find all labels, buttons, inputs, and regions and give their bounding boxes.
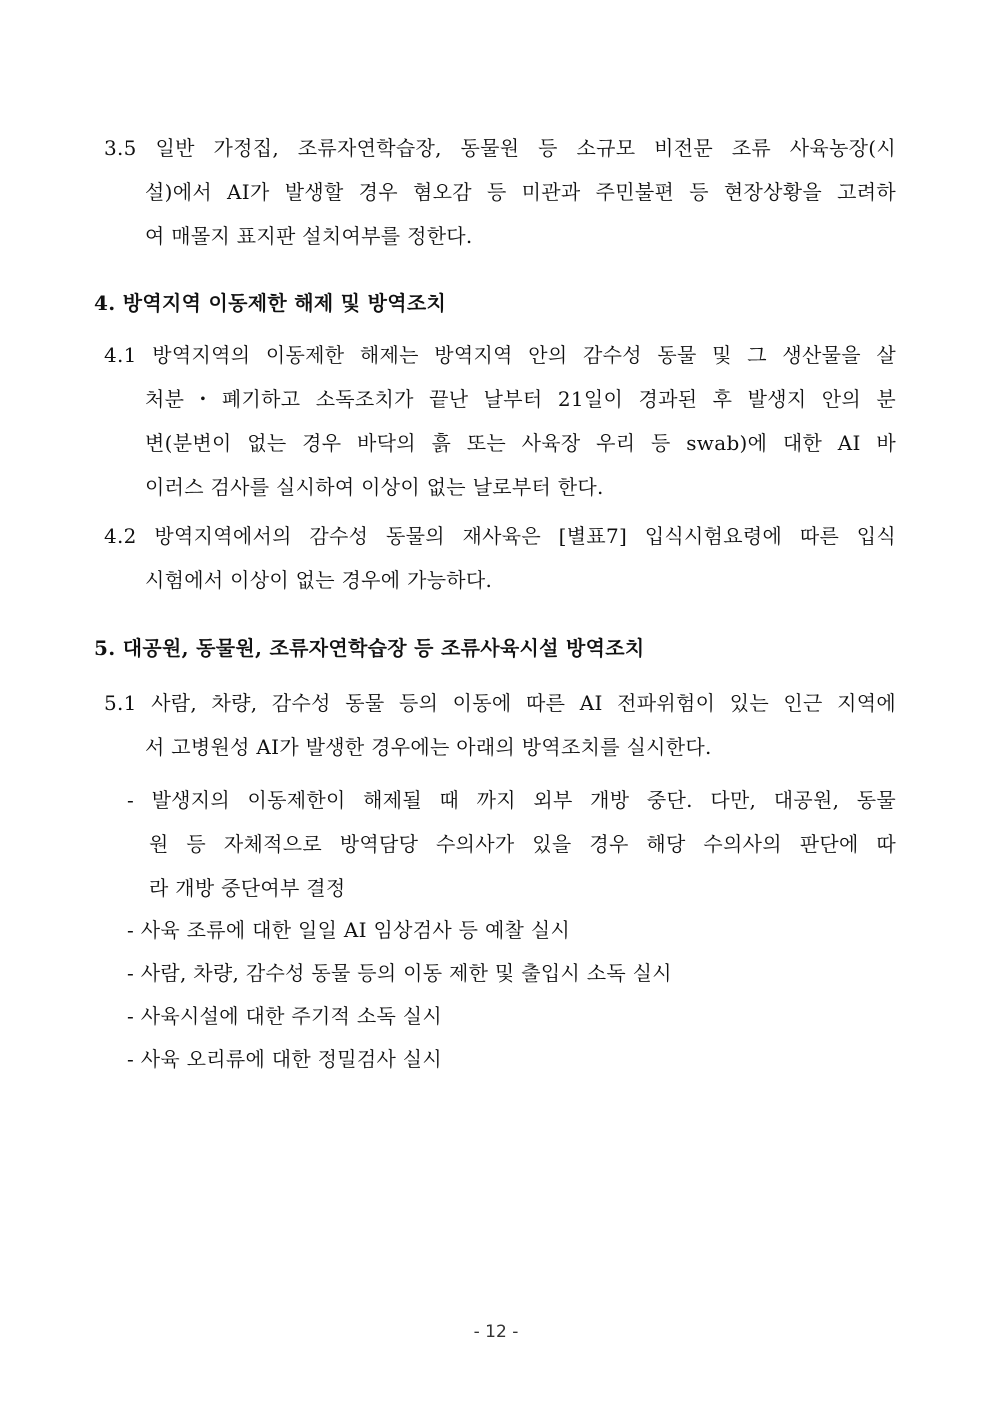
item-5-1-line-1: 5.1 사람, 차량, 감수성 동물 등의 이동에 따른 AI 전파위험이 있는 인근 지역에 bbox=[104, 691, 896, 715]
item-3-5-line-3: 여 매몰지 표지판 설치여부를 정한다. bbox=[145, 224, 473, 248]
item-3-5-line-2: 설)에서 AI가 발생할 경우 혐오감 등 미관과 주민불편 등 현장상황을 고려하 bbox=[145, 180, 896, 204]
item-4-1-line-4: 이러스 검사를 실시하여 이상이 없는 날로부터 한다. bbox=[145, 475, 604, 499]
bullet-1-line-2: 원 등 자체적으로 방역담당 수의사가 있을 경우 해당 수의사의 판단에 따 bbox=[149, 832, 896, 856]
page-number: - 12 - bbox=[473, 1322, 519, 1342]
bullet-1-line-3: 라 개방 중단여부 결정 bbox=[149, 876, 346, 900]
bullet-5: - 사육 오리류에 대한 정밀검사 실시 bbox=[127, 1047, 443, 1071]
bullet-2: - 사육 조류에 대한 일일 AI 임상검사 등 예찰 실시 bbox=[127, 918, 571, 942]
item-5-1-line-2: 서 고병원성 AI가 발생한 경우에는 아래의 방역조치를 실시한다. bbox=[145, 735, 712, 759]
item-4-2-line-1: 4.2 방역지역에서의 감수성 동물의 재사육은 [별표7] 입식시험요령에 따른 입식 bbox=[104, 524, 896, 548]
bullet-4: - 사육시설에 대한 주기적 소독 실시 bbox=[127, 1004, 443, 1028]
item-4-2-line-2: 시험에서 이상이 없는 경우에 가능하다. bbox=[145, 568, 493, 592]
item-3-5-line-1: 3.5 일반 가정집, 조류자연학습장, 동물원 등 소규모 비전문 조류 사육농장(시 bbox=[104, 136, 896, 160]
bullet-3: - 사람, 차량, 감수성 동물 등의 이동 제한 및 출입시 소독 실시 bbox=[127, 961, 672, 985]
section-4-heading: 4. 방역지역 이동제한 해제 및 방역조치 bbox=[94, 291, 447, 315]
item-4-1-line-3: 변(분변이 없는 경우 바닥의 흙 또는 사육장 우리 등 swab)에 대한 AI 바 bbox=[145, 431, 896, 455]
item-4-1-line-2: 처분・폐기하고 소독조치가 끝난 날부터 21일이 경과된 후 발생지 안의 분 bbox=[145, 387, 896, 411]
bullet-1-line-1: - 발생지의 이동제한이 해제될 때 까지 외부 개방 중단. 다만, 대공원, 동물 bbox=[127, 788, 896, 812]
item-4-1-line-1: 4.1 방역지역의 이동제한 해제는 방역지역 안의 감수성 동물 및 그 생산물을 살 bbox=[104, 343, 896, 367]
section-5-heading: 5. 대공원, 동물원, 조류자연학습장 등 조류사육시설 방역조치 bbox=[94, 636, 645, 660]
